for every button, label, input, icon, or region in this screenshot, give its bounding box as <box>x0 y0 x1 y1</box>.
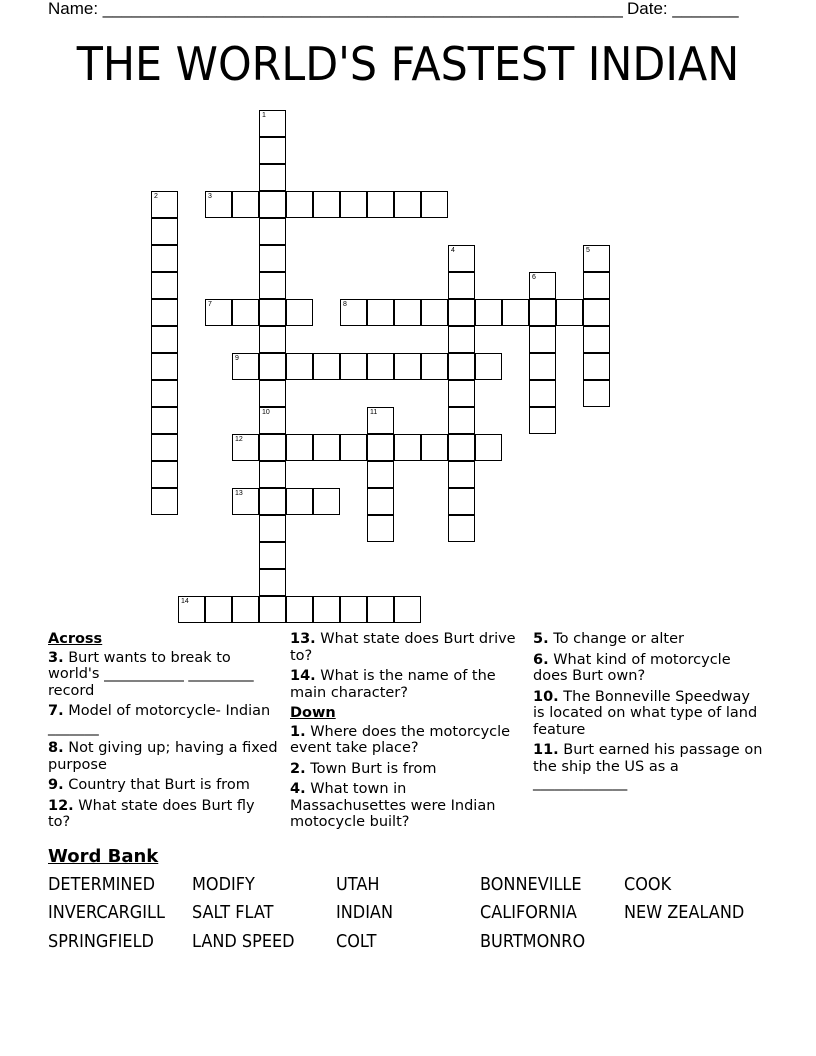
grid-cell[interactable] <box>259 110 286 137</box>
grid-cell[interactable] <box>340 596 367 623</box>
word-bank-item: SPRINGFIELD <box>48 932 154 952</box>
clue-number: 12 <box>235 436 243 443</box>
grid-cell[interactable] <box>286 434 313 461</box>
grid-cell[interactable] <box>475 353 502 380</box>
grid-cell[interactable] <box>583 326 610 353</box>
grid-cell[interactable] <box>448 515 475 542</box>
grid-cell[interactable] <box>475 434 502 461</box>
grid-cell[interactable] <box>259 461 286 488</box>
grid-cell[interactable] <box>529 380 556 407</box>
grid-cell[interactable] <box>205 596 232 623</box>
clue-across-7: 7. Model of motorcycle- Indian _______ <box>48 703 271 736</box>
grid-cell[interactable] <box>151 218 178 245</box>
grid-cell[interactable] <box>340 299 367 326</box>
clue-number: 8 <box>343 301 347 308</box>
grid-cell[interactable] <box>367 434 394 461</box>
grid-cell[interactable] <box>394 434 421 461</box>
grid-cell[interactable] <box>286 299 313 326</box>
clue-down-11: 11. Burt earned his passage on the ship the US as a _____________ <box>533 742 763 791</box>
grid-cell[interactable] <box>259 434 286 461</box>
clue-across-13: 13. What state does Burt drive to? <box>290 631 516 664</box>
word-bank-item: SALT FLAT <box>192 903 274 923</box>
grid-cell[interactable] <box>259 272 286 299</box>
grid-cell[interactable] <box>259 164 286 191</box>
grid-cell[interactable] <box>448 434 475 461</box>
clue-down-6: 6. What kind of motorcycle does Burt own? <box>533 651 731 684</box>
grid-cell[interactable] <box>286 191 313 218</box>
down-heading: Down <box>290 705 336 721</box>
grid-cell[interactable] <box>232 596 259 623</box>
word-bank-item: COOK <box>624 875 672 895</box>
grid-cell[interactable] <box>232 488 259 515</box>
grid-cell[interactable] <box>367 407 394 434</box>
grid-cell[interactable] <box>259 353 286 380</box>
clue-number: 13 <box>235 490 243 497</box>
grid-cell[interactable] <box>448 326 475 353</box>
word-bank-item: BURTMONRO <box>480 932 586 952</box>
grid-cell[interactable] <box>151 380 178 407</box>
grid-cell[interactable] <box>448 245 475 272</box>
grid-cell[interactable] <box>259 515 286 542</box>
grid-cell[interactable] <box>502 299 529 326</box>
grid-cell[interactable] <box>367 191 394 218</box>
clue-number: 9 <box>235 355 239 362</box>
grid-cell[interactable] <box>259 137 286 164</box>
grid-cell[interactable] <box>448 407 475 434</box>
grid-cell[interactable] <box>448 299 475 326</box>
grid-cell[interactable] <box>151 407 178 434</box>
clue-down-4: 4. What town in Massachusettes were Indian motocycle built? <box>290 781 496 830</box>
clue-number: 10 <box>262 409 270 416</box>
clues-column-2 <box>290 629 522 835</box>
grid-cell[interactable] <box>286 353 313 380</box>
clue-number: 7 <box>208 301 212 308</box>
grid-cell[interactable] <box>232 191 259 218</box>
grid-cell[interactable] <box>259 596 286 623</box>
grid-cell[interactable] <box>232 353 259 380</box>
grid-cell[interactable] <box>205 191 232 218</box>
word-bank-item: BONNEVILLE <box>480 875 582 895</box>
word-bank-item: NEW ZEALAND <box>624 903 745 923</box>
grid-cell[interactable] <box>367 353 394 380</box>
clues-column-3 <box>533 629 765 796</box>
grid-cell[interactable] <box>232 299 259 326</box>
grid-cell[interactable] <box>529 326 556 353</box>
clues-column-1 <box>48 629 280 835</box>
name-field-line: Name: _______________________________________________________ <box>48 0 623 18</box>
grid-cell[interactable] <box>529 353 556 380</box>
clue-number: 1 <box>262 112 266 119</box>
grid-cell[interactable] <box>313 353 340 380</box>
grid-cell[interactable] <box>178 596 205 623</box>
clue-across-8: 8. Not giving up; having a fixed purpose <box>48 740 278 773</box>
grid-cell[interactable] <box>286 596 313 623</box>
clue-number: 14 <box>181 598 189 605</box>
grid-cell[interactable] <box>367 461 394 488</box>
grid-cell[interactable] <box>367 488 394 515</box>
date-field-line: Date: _______ <box>627 0 739 18</box>
grid-cell[interactable] <box>232 434 259 461</box>
grid-cell[interactable] <box>313 191 340 218</box>
word-bank-item: INDIAN <box>336 903 393 923</box>
clue-down-2: 2. Town Burt is from <box>290 760 437 777</box>
grid-cell[interactable] <box>394 353 421 380</box>
grid-cell[interactable] <box>151 245 178 272</box>
grid-cell[interactable] <box>394 299 421 326</box>
grid-cell[interactable] <box>583 380 610 407</box>
grid-cell[interactable] <box>448 353 475 380</box>
grid-cell[interactable] <box>367 596 394 623</box>
grid-cell[interactable] <box>259 218 286 245</box>
puzzle-title: THE WORLD'S FASTEST INDIAN <box>76 37 740 91</box>
grid-cell[interactable] <box>421 191 448 218</box>
grid-cell[interactable] <box>421 434 448 461</box>
grid-cell[interactable] <box>286 488 313 515</box>
grid-cell[interactable] <box>421 299 448 326</box>
grid-cell[interactable] <box>151 191 178 218</box>
grid-cell[interactable] <box>529 299 556 326</box>
grid-cell[interactable] <box>421 353 448 380</box>
grid-cell[interactable] <box>448 461 475 488</box>
grid-cell[interactable] <box>340 191 367 218</box>
word-bank-item: COLT <box>336 932 377 952</box>
grid-cell[interactable] <box>583 353 610 380</box>
word-bank-title: Word Bank <box>48 846 159 867</box>
grid-cell[interactable] <box>313 488 340 515</box>
grid-cell[interactable] <box>151 326 178 353</box>
grid-cell[interactable] <box>583 299 610 326</box>
clue-across-3: 3. Burt wants to break to world's ___________ _________ record <box>48 649 254 699</box>
word-bank-item: DETERMINED <box>48 875 156 895</box>
grid-cell[interactable] <box>529 407 556 434</box>
grid-cell[interactable] <box>259 326 286 353</box>
grid-cell[interactable] <box>448 272 475 299</box>
grid-cell[interactable] <box>583 272 610 299</box>
grid-cell[interactable] <box>340 434 367 461</box>
clue-number: 3 <box>208 193 212 200</box>
word-bank-item: CALIFORNIA <box>480 903 577 923</box>
grid-cell[interactable] <box>394 191 421 218</box>
grid-cell[interactable] <box>529 272 556 299</box>
grid-cell[interactable] <box>259 488 286 515</box>
grid-cell[interactable] <box>151 461 178 488</box>
clue-down-10: 10. The Bonneville Speedway is located on what type of land feature <box>533 688 758 738</box>
word-bank-item: LAND SPEED <box>192 932 295 952</box>
grid-cell[interactable] <box>448 488 475 515</box>
grid-cell[interactable] <box>259 380 286 407</box>
clue-across-14: 14. What is the name of the main character? <box>290 668 496 701</box>
across-heading: Across <box>48 631 103 647</box>
clue-down-1: 1. Where does the motorcycle event take place? <box>290 723 511 756</box>
grid-cell[interactable] <box>151 299 178 326</box>
grid-cell[interactable] <box>583 245 610 272</box>
grid-cell[interactable] <box>259 542 286 569</box>
grid-cell[interactable] <box>151 434 178 461</box>
grid-cell[interactable] <box>313 596 340 623</box>
grid-cell[interactable] <box>313 434 340 461</box>
clue-number: 2 <box>154 193 158 200</box>
grid-cell[interactable] <box>259 245 286 272</box>
grid-cell[interactable] <box>259 407 286 434</box>
grid-cell[interactable] <box>367 299 394 326</box>
word-bank-item: MODIFY <box>192 875 255 895</box>
grid-cell[interactable] <box>340 353 367 380</box>
grid-cell[interactable] <box>259 299 286 326</box>
grid-cell[interactable] <box>151 488 178 515</box>
grid-cell[interactable] <box>205 299 232 326</box>
clue-across-12: 12. What state does Burt fly to? <box>48 797 255 830</box>
grid-cell[interactable] <box>475 299 502 326</box>
clue-number: 6 <box>532 274 536 281</box>
grid-cell[interactable] <box>259 191 286 218</box>
clue-number: 11 <box>370 409 378 416</box>
clue-number: 4 <box>451 247 455 254</box>
clue-down-5: 5. To change or alter <box>533 631 684 647</box>
word-bank-item: INVERCARGILL <box>48 903 165 923</box>
clue-number: 5 <box>586 247 590 254</box>
grid-cell[interactable] <box>151 353 178 380</box>
grid-cell[interactable] <box>448 380 475 407</box>
clue-across-9: 9. Country that Burt is from <box>48 777 250 793</box>
grid-cell[interactable] <box>367 515 394 542</box>
grid-cell[interactable] <box>259 569 286 596</box>
grid-cell[interactable] <box>556 299 583 326</box>
word-bank-item: UTAH <box>336 875 380 895</box>
grid-cell[interactable] <box>151 272 178 299</box>
grid-cell[interactable] <box>394 596 421 623</box>
